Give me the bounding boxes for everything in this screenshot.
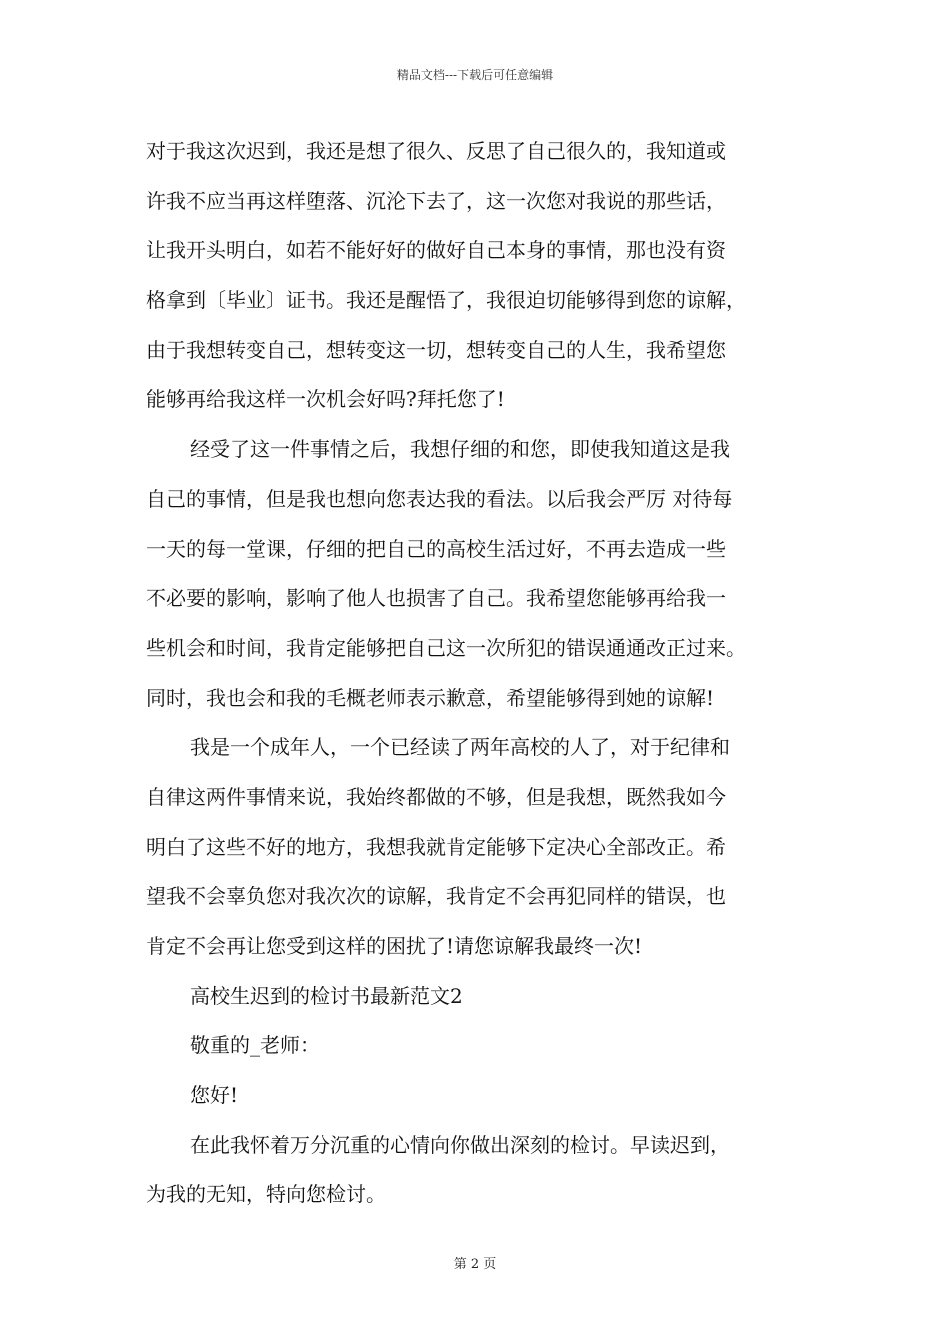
text-line: 不必要的影响，影响了他人也损害了自己。我希望您能够再给我一: [146, 586, 726, 611]
text-line: 格拿到〔毕业〕证书。我还是醒悟了，我很迫切能够得到您的谅解，: [146, 288, 746, 313]
page-number: 第 2 页: [453, 1257, 497, 1272]
text-line: 自己的事情，但是我也想向您表达我的看法。以后我会严厉 对待每: [146, 486, 733, 511]
section-title: 高校生迟到的检讨书最新范文2: [190, 983, 463, 1008]
text-line: 能够再给我这样一次机会好吗?拜托您了!: [146, 387, 505, 412]
text-line: 些机会和时间，我肯定能够把自己这一次所犯的错误通通改正过来。: [146, 635, 746, 660]
text-line: 同时，我也会和我的毛概老师表示歉意，希望能够得到她的谅解!: [146, 685, 715, 710]
text-line: 对于我这次迟到，我还是想了很久、反思了自己很久的，我知道或: [146, 139, 726, 163]
paragraph-start-line: 我是一个成年人，一个已经读了两年高校的人了，对于纪律和: [190, 735, 730, 760]
text-line: 让我开头明白，如若不能好好的做好自己本身的事情，那也没有资: [146, 238, 726, 263]
text-line: 自律这两件事情来说，我始终都做的不够，但是我想，既然我如今: [146, 784, 726, 809]
text-line: 由于我想转变自己，想转变这一切，想转变自己的人生，我希望您: [146, 337, 726, 362]
text-line: 明白了这些不好的地方，我想我就肯定能够下定决心全部改正。希: [146, 834, 726, 859]
page-header: 精品文档---下载后可任意编辑: [396, 68, 554, 82]
text-line: 许我不应当再这样堕落、沉沦下去了，这一次您对我说的那些话，: [146, 188, 726, 213]
text-line: 肯定不会再让您受到这样的困扰了!请您谅解我最终一次!: [146, 934, 643, 958]
text-line: 一天的每一堂课，仔细的把自己的高校生活过好，不再去造成一些: [146, 536, 726, 561]
salutation: 敬重的_老师：: [190, 1033, 320, 1058]
paragraph-start-line: 在此我怀着万分沉重的心情向你做出深刻的检讨。早读迟到，: [190, 1132, 730, 1157]
text-line: 为我的无知，特向您检讨。: [146, 1182, 386, 1207]
paragraph-start-line: 经受了这一件事情之后，我想仔细的和您，即使我知道这是我: [190, 437, 730, 462]
document-body: [146, 133, 836, 1226]
greeting: 您好!: [190, 1083, 239, 1108]
text-line: 望我不会辜负您对我次次的谅解，我肯定不会再犯同样的错误，也: [146, 884, 726, 909]
